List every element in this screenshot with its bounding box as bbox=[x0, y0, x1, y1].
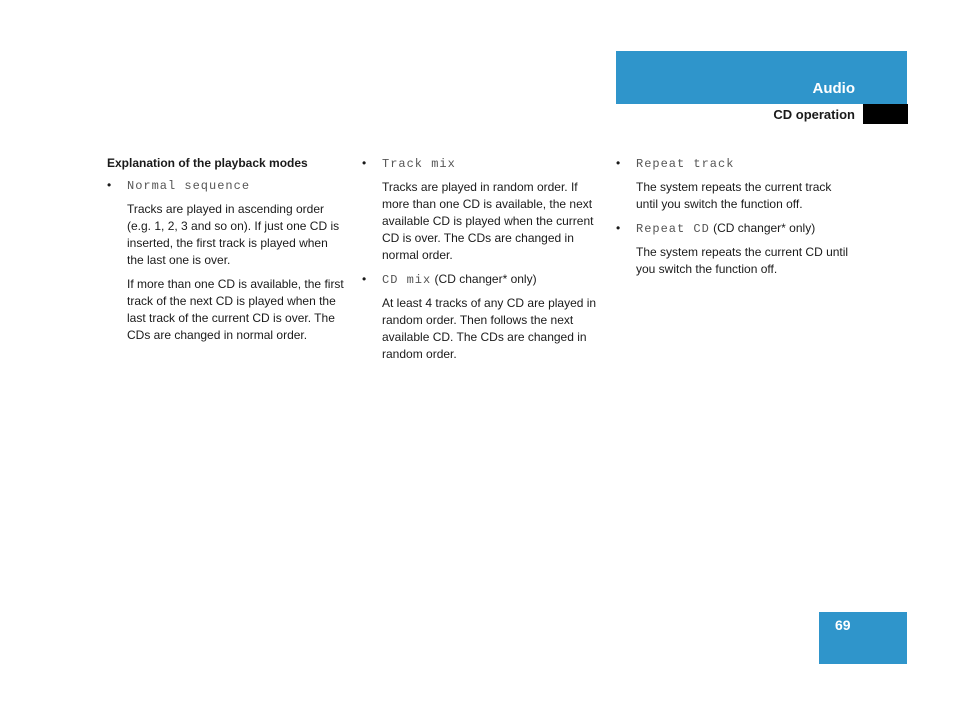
section-marker-block bbox=[863, 104, 908, 124]
mode-name: Track mix bbox=[382, 157, 456, 171]
list-item-normal-sequence bbox=[107, 177, 347, 195]
paragraph: Tracks are played in ascending order (e.g. 1, 2, 3 and so on). If just one CD is inserted, the first track is played when the last one is over. bbox=[127, 202, 340, 267]
column-2 bbox=[362, 155, 602, 370]
list-item-repeat-cd bbox=[616, 220, 856, 238]
mode-name: Repeat track bbox=[636, 157, 735, 171]
list-item-cd-mix bbox=[362, 271, 602, 289]
paragraph: At least 4 tracks of any CD are played in random order. Then follows the next available CD. The CDs are changed in random order. bbox=[382, 296, 597, 361]
mode-suffix: (CD changer* only) bbox=[709, 221, 816, 235]
page-number: 69 bbox=[835, 617, 851, 633]
list-item-track-mix bbox=[362, 155, 602, 173]
section-tab bbox=[616, 51, 907, 104]
paragraph: The system repeats the current track until you switch the function off. bbox=[636, 180, 832, 211]
section-heading: Explanation of the playback modes bbox=[107, 156, 308, 170]
bullet-icon: • bbox=[616, 221, 621, 235]
bullet-icon: • bbox=[616, 156, 621, 170]
list-item-repeat-track bbox=[616, 155, 856, 173]
bullet-icon: • bbox=[362, 272, 367, 286]
bullet-icon: • bbox=[362, 156, 367, 170]
paragraph: The system repeats the current CD until you switch the function off. bbox=[636, 245, 849, 276]
mode-name: Normal sequence bbox=[127, 179, 251, 193]
paragraph: Tracks are played in random order. If more than one CD is available, the next available CD is played when the current CD is over. The CDs are changed in normal order. bbox=[382, 180, 594, 262]
page-number-tab bbox=[819, 612, 907, 664]
mode-name: CD mix bbox=[382, 273, 432, 287]
column-3 bbox=[616, 155, 856, 285]
paragraph: If more than one CD is available, the first track of the next CD is played when the last track of the current CD is over. The CDs are changed in normal order. bbox=[127, 277, 344, 342]
column-1 bbox=[107, 155, 347, 351]
bullet-icon: • bbox=[107, 178, 112, 192]
mode-name: Repeat CD bbox=[636, 222, 710, 236]
mode-suffix: (CD changer* only) bbox=[431, 272, 537, 286]
subsection-title: CD operation bbox=[773, 107, 855, 122]
section-title: Audio bbox=[812, 80, 855, 97]
